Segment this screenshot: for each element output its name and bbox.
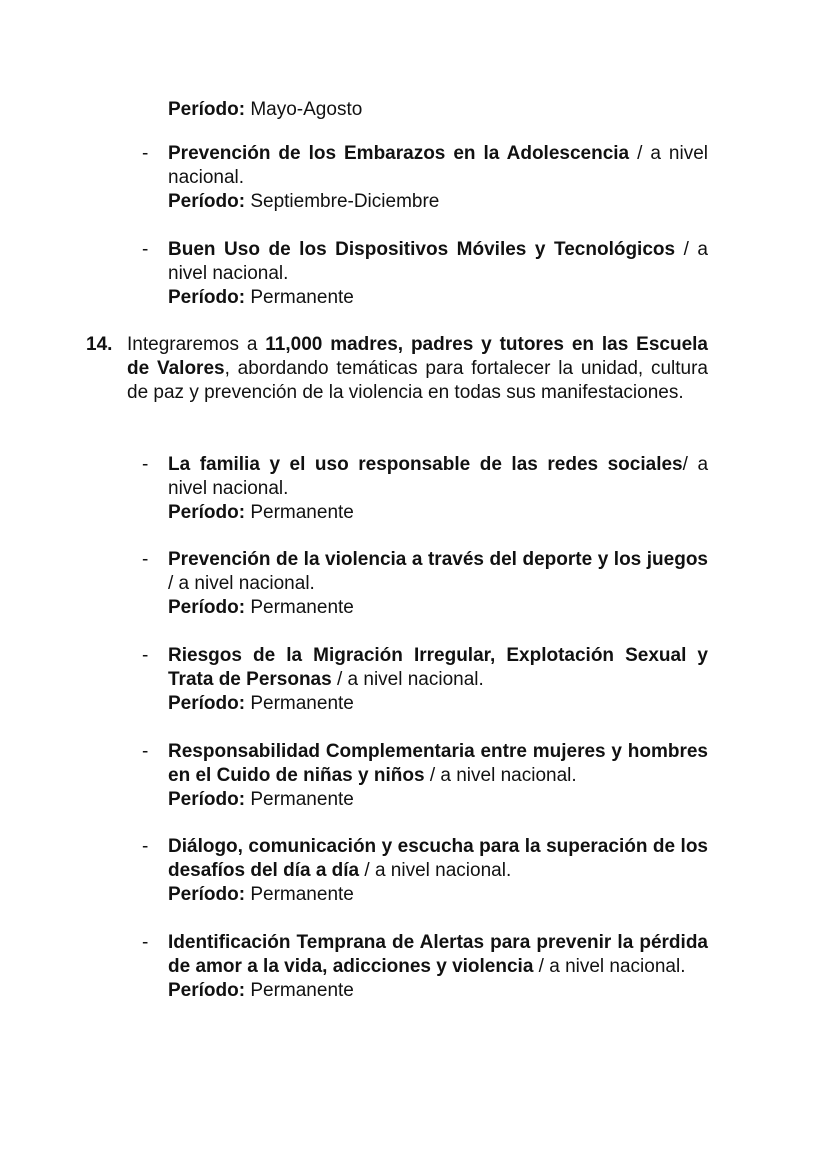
item-title: Prevención de los Embarazos en la Adolescencia (168, 143, 630, 164)
bullet-dash: - (142, 454, 149, 475)
period-value: Permanente (250, 287, 354, 308)
period-value: Permanente (250, 980, 354, 1001)
list-item-deporte (142, 548, 708, 620)
item-period (168, 883, 708, 907)
point-rest: , abordando temáticas para fortalecer la unidad, cultura de paz y prevención de la violencia en todas sus manifestaciones. (127, 358, 708, 403)
point-lead: Integraremos a (127, 334, 266, 355)
period-label: Período: (168, 287, 246, 308)
bullet-dash: - (142, 239, 149, 260)
item-period (168, 596, 708, 620)
item-title: Identificación Temprana de Alertas para prevenir la pérdida de amor a la vida, adicciones y violencia (168, 932, 708, 977)
point-number: 14. (86, 334, 113, 355)
bullet-dash: - (142, 645, 149, 666)
numbered-point-14 (86, 333, 708, 405)
item-title: Responsabilidad Complementaria entre mujeres y hombres en el Cuido de niñas y niños (168, 741, 708, 786)
period-value: Permanente (250, 597, 354, 618)
period-label: Período: (168, 884, 246, 905)
period-value: Septiembre-Diciembre (250, 191, 440, 212)
item-scope: / a nivel nacional. (359, 860, 512, 881)
item-scope: / a nivel nacional. (168, 143, 708, 188)
bullet-dash: - (142, 549, 149, 570)
bullet-dash: - (142, 932, 149, 953)
period-label: Período: (168, 191, 246, 212)
list-item-dispositivos (142, 238, 708, 310)
item-scope: / a nivel nacional. (331, 669, 484, 690)
period-value: Permanente (250, 502, 354, 523)
period-value: Permanente (250, 789, 354, 810)
list-item-cuido (142, 740, 708, 812)
item-title: Riesgos de la Migración Irregular, Explotación Sexual y Trata de Personas (168, 645, 708, 690)
period-label: Período: (168, 597, 246, 618)
item-scope: / a nivel nacional. (424, 765, 577, 786)
item-period (168, 692, 708, 716)
item-text (168, 644, 708, 692)
item-title: La familia y el uso responsable de las redes sociales (168, 454, 683, 475)
item-text (168, 238, 708, 286)
item-period (168, 501, 708, 525)
item-title: Diálogo, comunicación y escucha para la superación de los desafíos del día a día (168, 836, 708, 881)
list-item-embarazos (142, 142, 708, 214)
item-text (168, 453, 708, 501)
list-item-dialogo (142, 835, 708, 907)
period-value: Permanente (250, 884, 354, 905)
item-scope: / a nivel nacional. (168, 573, 315, 594)
point-text (127, 333, 708, 405)
list-item-alertas (142, 931, 708, 1003)
item-text (168, 931, 708, 979)
item-period (168, 979, 708, 1003)
bullet-dash: - (142, 836, 149, 857)
period-label: Período: (168, 502, 246, 523)
bullet-dash: - (142, 741, 149, 762)
item-title: Prevención de la violencia a través del deporte y los juegos (168, 549, 708, 570)
item-scope: / a nivel nacional. (168, 239, 709, 284)
period-label: Período: (168, 99, 246, 120)
item-text (168, 548, 708, 596)
period-label: Período: (168, 789, 246, 810)
item-text (168, 835, 708, 883)
period-label: Período: (168, 980, 246, 1001)
item-text (168, 142, 708, 190)
list-item-migracion (142, 644, 708, 716)
period-value: Permanente (250, 693, 354, 714)
list-item-familia-redes (142, 453, 708, 525)
item-period (168, 788, 708, 812)
bullet-dash: - (142, 143, 149, 164)
period-value: Mayo-Agosto (250, 99, 363, 120)
point-highlight: 11,000 madres, padres y tutores en las Escuela de Valores (127, 334, 708, 379)
item-scope: / a nivel nacional. (168, 454, 709, 499)
period-line-top (168, 98, 708, 122)
item-title: Buen Uso de los Dispositivos Móviles y Tecnológicos (168, 239, 676, 260)
item-text (168, 740, 708, 788)
item-scope: / a nivel nacional. (533, 956, 686, 977)
period-label: Período: (168, 693, 246, 714)
item-period (168, 286, 708, 310)
item-period (168, 190, 708, 214)
